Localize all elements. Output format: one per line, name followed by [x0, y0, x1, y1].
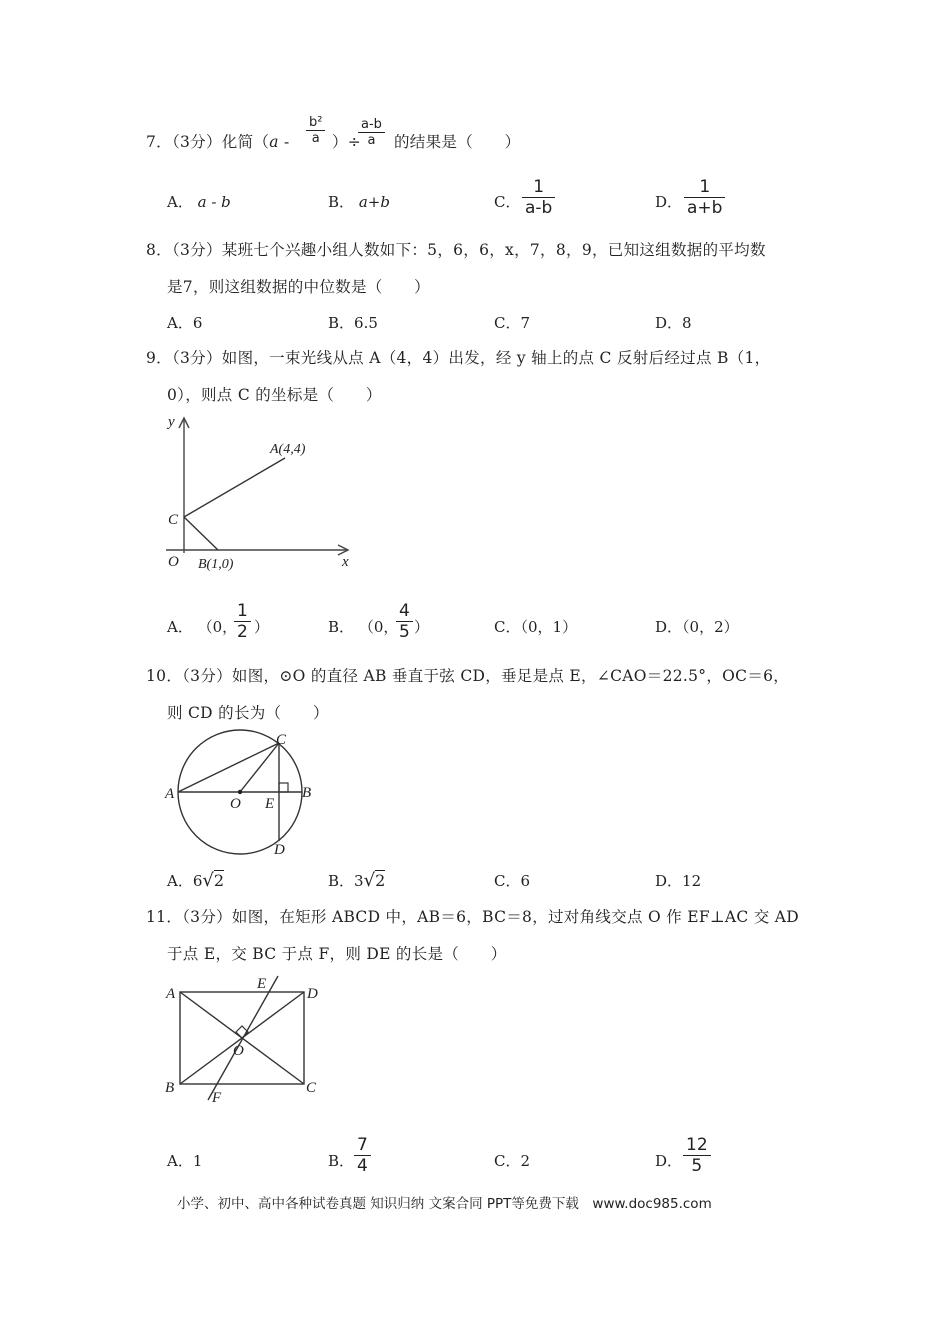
q7-stem: 7．（3分）化简（a - [146, 133, 290, 151]
page-footer[interactable]: 小学、初中、高中各种试卷真题 知识归纳 文案合同 PPT等免费下载 www.doc985.com [177, 1196, 712, 1212]
q8-option-a[interactable]: A．6 [167, 314, 203, 332]
q9-stem-line1: 9．（3分）如图，一束光线从点 A（4，4）出发，经 y 轴上的点 C 反射后经过点 B（1， [146, 349, 771, 367]
q7-option-d[interactable]: D． [655, 193, 683, 211]
q9-label-b: B(1,0) [198, 557, 234, 572]
q9-ray-cb [184, 517, 218, 550]
q9-label-a: A(4,4) [270, 442, 306, 457]
q11-label-b: B [165, 1080, 175, 1096]
q9-label-o: O [168, 554, 179, 570]
q9-label-y: y [168, 414, 175, 430]
q10-stem-line1: 10．（3分）如图，⊙O 的直径 AB 垂直于弦 CD，垂足是点 E，∠CAO＝22.5°，OC＝6， [146, 667, 790, 685]
q7-divide: ）÷ [332, 133, 362, 151]
q10-label-c: C [276, 732, 287, 748]
q9-option-b[interactable]: B． （0， [328, 618, 399, 636]
q7-option-c-fraction: $\frac{1}{a-b}$ [522, 178, 555, 218]
q10-label-e: E [265, 796, 275, 812]
q11-option-a[interactable]: A．1 [167, 1152, 203, 1170]
q10-label-d: D [274, 842, 285, 858]
q10-option-a[interactable]: A．6√2 [167, 870, 225, 891]
q10-option-c[interactable]: C．6 [494, 872, 531, 890]
q11-option-d-fraction: $\frac{12}{5}$ [683, 1136, 711, 1176]
q9-option-a-fraction: $\frac{1}{2}$ [234, 602, 251, 642]
q9-label-c: C [168, 512, 179, 528]
q10-center-dot [238, 790, 242, 794]
q8-option-c[interactable]: C．7 [494, 314, 531, 332]
q10-option-d[interactable]: D．12 [655, 872, 702, 890]
q10-segment-oc [240, 743, 279, 792]
q7-option-c[interactable]: C． [494, 193, 521, 211]
q8-option-b[interactable]: B．6.5 [328, 314, 378, 332]
q7-fraction-b2-over-a: $\frac{\text{b²}}{a}$ [306, 116, 325, 147]
q9-label-x: x [342, 554, 349, 570]
q7-option-a[interactable]: A． a - b [167, 193, 231, 211]
q7-fraction-amb-over-a: $\frac{a-b}{a}$ [358, 118, 385, 149]
q7-tail: 的结果是（ ） [394, 133, 521, 151]
q8-stem-line1: 8．（3分）某班七个兴趣小组人数如下：5，6，6，x，7，8，9，已知这组数据的平均数 [146, 241, 766, 259]
q11-label-f: F [212, 1090, 222, 1106]
q9-ray-ca [184, 458, 285, 517]
q7-option-b[interactable]: B． a+b [328, 193, 390, 211]
q10-right-angle-mark [279, 783, 288, 792]
q11-option-c[interactable]: C．2 [494, 1152, 531, 1170]
q9-figure [160, 408, 360, 578]
q9-option-c[interactable]: C．（0，1） [494, 618, 578, 636]
q11-label-a: A [166, 986, 176, 1002]
q7-option-d-fraction: $\frac{1}{a+b}$ [684, 178, 725, 218]
q10-label-b: B [302, 785, 312, 801]
q9-option-b-fraction: $\frac{4}{5}$ [396, 602, 413, 642]
q11-option-b-fraction: $\frac{7}{4}$ [354, 1136, 371, 1176]
q11-label-d: D [307, 986, 318, 1002]
q10-stem-line2: 则 CD 的长为（ ） [167, 704, 329, 722]
q9-option-b-close: ） [414, 618, 430, 636]
q11-label-e: E [257, 976, 267, 992]
q9-option-d[interactable]: D．（0，2） [655, 618, 739, 636]
q11-stem-line2: 于点 E，交 BC 于点 F，则 DE 的长是（ ） [167, 945, 507, 963]
q10-figure [160, 726, 330, 858]
q11-figure [160, 972, 330, 1107]
q10-label-a: A [165, 786, 175, 802]
q11-option-b[interactable]: B． [328, 1152, 355, 1170]
q8-option-d[interactable]: D．8 [655, 314, 692, 332]
q9-stem-line2: 0），则点 C 的坐标是（ ） [167, 386, 382, 404]
q9-option-a[interactable]: A． （0， [167, 618, 238, 636]
q10-label-o: O [230, 796, 241, 812]
sqrt-icon: √ [363, 870, 376, 891]
q9-option-a-close: ） [254, 618, 270, 636]
q11-option-d[interactable]: D． [655, 1152, 683, 1170]
q8-stem-line2: 是7，则这组数据的中位数是（ ） [167, 278, 430, 296]
sqrt-icon: √ [202, 870, 214, 891]
q11-label-o: O [233, 1043, 244, 1059]
q11-label-c: C [306, 1080, 317, 1096]
q11-stem-line1: 11．（3分）如图，在矩形 ABCD 中，AB＝6，BC＝8，过对角线交点 O 作 EF⊥AC 交 AD [146, 908, 799, 926]
q11-line-ef [208, 976, 278, 1100]
q10-option-b[interactable]: B．3√2 [328, 870, 386, 891]
